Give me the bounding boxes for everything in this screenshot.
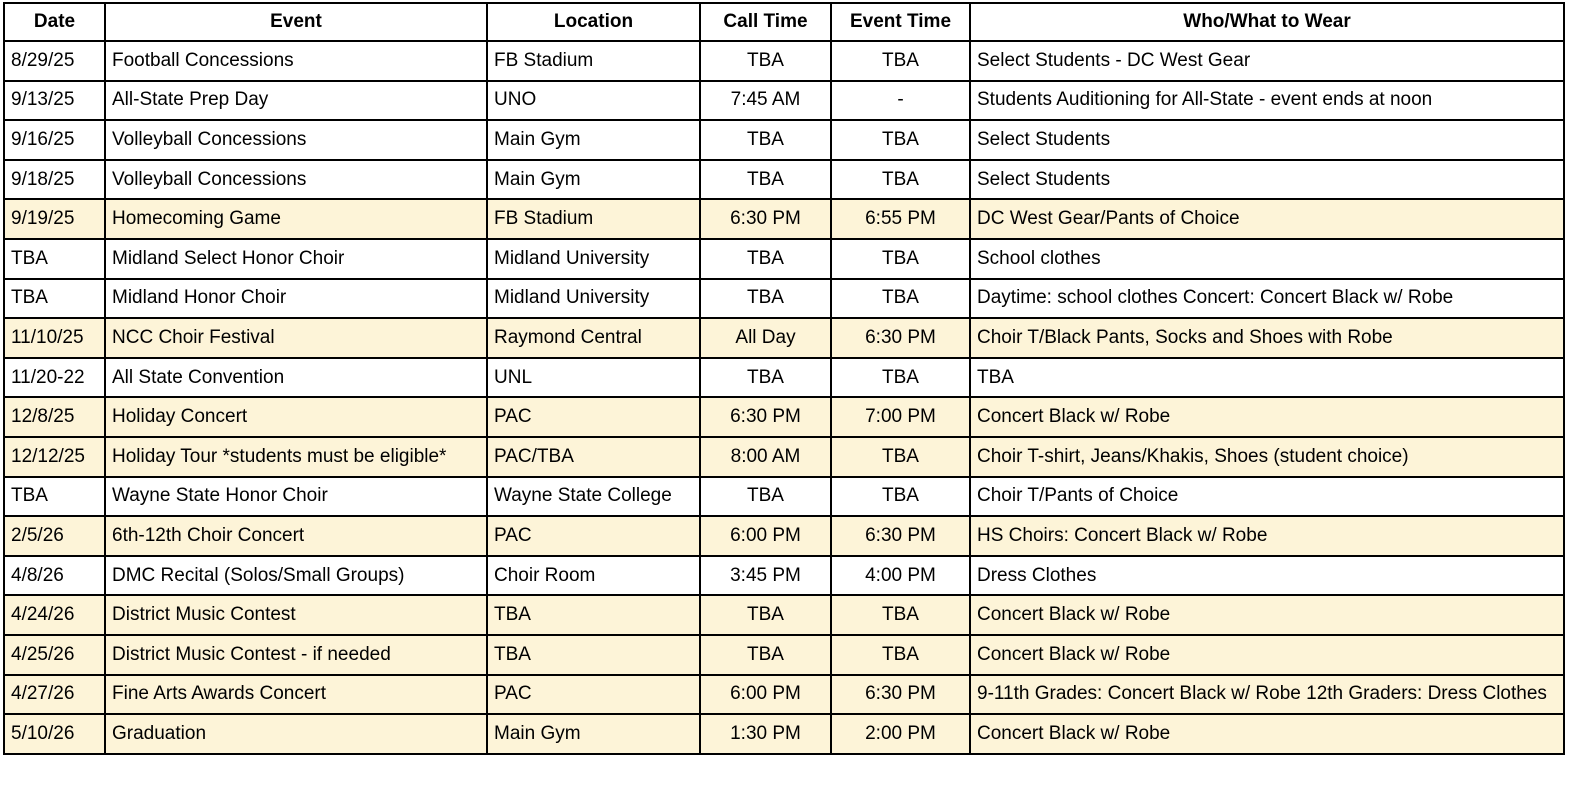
header-location: Location [487, 3, 700, 41]
location-cell: PAC [487, 516, 700, 556]
location-cell: PAC [487, 397, 700, 437]
date-cell: TBA [4, 239, 105, 279]
header-date: Date [4, 3, 105, 41]
event-time-cell: TBA [831, 437, 970, 477]
attire-cell: Select Students - DC West Gear [970, 41, 1564, 81]
call-time-cell: 1:30 PM [700, 714, 831, 754]
date-cell: 4/24/26 [4, 595, 105, 635]
date-cell: 11/20-22 [4, 358, 105, 398]
location-cell: UNO [487, 81, 700, 121]
location-cell: PAC [487, 675, 700, 715]
location-cell: PAC/TBA [487, 437, 700, 477]
attire-cell: DC West Gear/Pants of Choice [970, 199, 1564, 239]
table-row [4, 318, 1564, 358]
event-cell: Volleyball Concessions [105, 160, 487, 200]
location-cell: Raymond Central [487, 318, 700, 358]
date-cell: 12/12/25 [4, 437, 105, 477]
location-cell: Wayne State College [487, 477, 700, 517]
event-time-cell: 6:30 PM [831, 516, 970, 556]
call-time-cell: 6:00 PM [700, 516, 831, 556]
call-time-cell: TBA [700, 239, 831, 279]
event-cell: Graduation [105, 714, 487, 754]
location-cell: FB Stadium [487, 199, 700, 239]
event-time-cell: TBA [831, 160, 970, 200]
attire-cell: Dress Clothes [970, 556, 1564, 596]
call-time-cell: TBA [700, 120, 831, 160]
date-cell: 4/8/26 [4, 556, 105, 596]
header-attire: Who/What to Wear [970, 3, 1564, 41]
table-row [4, 81, 1564, 121]
table-row [4, 279, 1564, 319]
date-cell: 12/8/25 [4, 397, 105, 437]
event-cell: Midland Honor Choir [105, 279, 487, 319]
call-time-cell: 3:45 PM [700, 556, 831, 596]
event-time-cell: 6:30 PM [831, 318, 970, 358]
event-time-cell: 7:00 PM [831, 397, 970, 437]
table-row [4, 477, 1564, 517]
table-row [4, 635, 1564, 675]
location-cell: Midland University [487, 279, 700, 319]
attire-cell: Select Students [970, 120, 1564, 160]
table-row [4, 437, 1564, 477]
call-time-cell: TBA [700, 477, 831, 517]
event-cell: Homecoming Game [105, 199, 487, 239]
table-row [4, 239, 1564, 279]
table-row [4, 397, 1564, 437]
date-cell: 9/16/25 [4, 120, 105, 160]
location-cell: UNL [487, 358, 700, 398]
event-cell: All-State Prep Day [105, 81, 487, 121]
event-cell: Wayne State Honor Choir [105, 477, 487, 517]
call-time-cell: TBA [700, 595, 831, 635]
call-time-cell: 6:30 PM [700, 397, 831, 437]
table-row [4, 120, 1564, 160]
event-time-cell: TBA [831, 477, 970, 517]
table-row [4, 675, 1564, 715]
attire-cell: Daytime: school clothes Concert: Concert Black w/ Robe [970, 279, 1564, 319]
event-cell: NCC Choir Festival [105, 318, 487, 358]
location-cell: Choir Room [487, 556, 700, 596]
table-row [4, 714, 1564, 754]
event-time-cell: 6:55 PM [831, 199, 970, 239]
location-cell: Main Gym [487, 120, 700, 160]
attire-cell: Concert Black w/ Robe [970, 714, 1564, 754]
call-time-cell: 8:00 AM [700, 437, 831, 477]
call-time-cell: 6:00 PM [700, 675, 831, 715]
event-cell: Holiday Tour *students must be eligible* [105, 437, 487, 477]
attire-cell: Choir T/Pants of Choice [970, 477, 1564, 517]
event-cell: District Music Contest [105, 595, 487, 635]
event-cell: 6th-12th Choir Concert [105, 516, 487, 556]
event-cell: District Music Contest - if needed [105, 635, 487, 675]
date-cell: 4/25/26 [4, 635, 105, 675]
event-cell: Volleyball Concessions [105, 120, 487, 160]
location-cell: TBA [487, 635, 700, 675]
table-row [4, 358, 1564, 398]
location-cell: Main Gym [487, 160, 700, 200]
schedule-table [3, 2, 1565, 755]
event-time-cell: 4:00 PM [831, 556, 970, 596]
event-cell: Football Concessions [105, 41, 487, 81]
attire-cell: Concert Black w/ Robe [970, 595, 1564, 635]
event-time-cell: TBA [831, 635, 970, 675]
attire-cell: Select Students [970, 160, 1564, 200]
table-row [4, 41, 1564, 81]
event-cell: Fine Arts Awards Concert [105, 675, 487, 715]
event-cell: All State Convention [105, 358, 487, 398]
attire-cell: 9-11th Grades: Concert Black w/ Robe 12th Graders: Dress Clothes [970, 675, 1564, 715]
event-time-cell: - [831, 81, 970, 121]
date-cell: 11/10/25 [4, 318, 105, 358]
date-cell: 9/13/25 [4, 81, 105, 121]
call-time-cell: All Day [700, 318, 831, 358]
event-cell: Midland Select Honor Choir [105, 239, 487, 279]
date-cell: 2/5/26 [4, 516, 105, 556]
header-event: Event [105, 3, 487, 41]
event-time-cell: TBA [831, 239, 970, 279]
event-time-cell: TBA [831, 279, 970, 319]
call-time-cell: TBA [700, 358, 831, 398]
table-row [4, 516, 1564, 556]
event-time-cell: TBA [831, 358, 970, 398]
event-time-cell: TBA [831, 120, 970, 160]
date-cell: 9/19/25 [4, 199, 105, 239]
date-cell: 4/27/26 [4, 675, 105, 715]
table-row [4, 595, 1564, 635]
event-time-cell: 2:00 PM [831, 714, 970, 754]
attire-cell: Students Auditioning for All-State - event ends at noon [970, 81, 1564, 121]
date-cell: TBA [4, 477, 105, 517]
table-row [4, 160, 1564, 200]
call-time-cell: TBA [700, 279, 831, 319]
location-cell: TBA [487, 595, 700, 635]
call-time-cell: TBA [700, 41, 831, 81]
attire-cell: Concert Black w/ Robe [970, 397, 1564, 437]
date-cell: 5/10/26 [4, 714, 105, 754]
event-cell: Holiday Concert [105, 397, 487, 437]
attire-cell: TBA [970, 358, 1564, 398]
attire-cell: HS Choirs: Concert Black w/ Robe [970, 516, 1564, 556]
header-row [4, 3, 1564, 41]
date-cell: 8/29/25 [4, 41, 105, 81]
event-time-cell: 6:30 PM [831, 675, 970, 715]
table-row [4, 556, 1564, 596]
table-row [4, 199, 1564, 239]
location-cell: FB Stadium [487, 41, 700, 81]
call-time-cell: 6:30 PM [700, 199, 831, 239]
date-cell: TBA [4, 279, 105, 319]
header-event-time: Event Time [831, 3, 970, 41]
event-time-cell: TBA [831, 595, 970, 635]
attire-cell: Choir T-shirt, Jeans/Khakis, Shoes (student choice) [970, 437, 1564, 477]
location-cell: Main Gym [487, 714, 700, 754]
date-cell: 9/18/25 [4, 160, 105, 200]
call-time-cell: TBA [700, 160, 831, 200]
location-cell: Midland University [487, 239, 700, 279]
header-call-time: Call Time [700, 3, 831, 41]
attire-cell: Concert Black w/ Robe [970, 635, 1564, 675]
call-time-cell: 7:45 AM [700, 81, 831, 121]
event-cell: DMC Recital (Solos/Small Groups) [105, 556, 487, 596]
call-time-cell: TBA [700, 635, 831, 675]
event-time-cell: TBA [831, 41, 970, 81]
attire-cell: School clothes [970, 239, 1564, 279]
attire-cell: Choir T/Black Pants, Socks and Shoes with Robe [970, 318, 1564, 358]
